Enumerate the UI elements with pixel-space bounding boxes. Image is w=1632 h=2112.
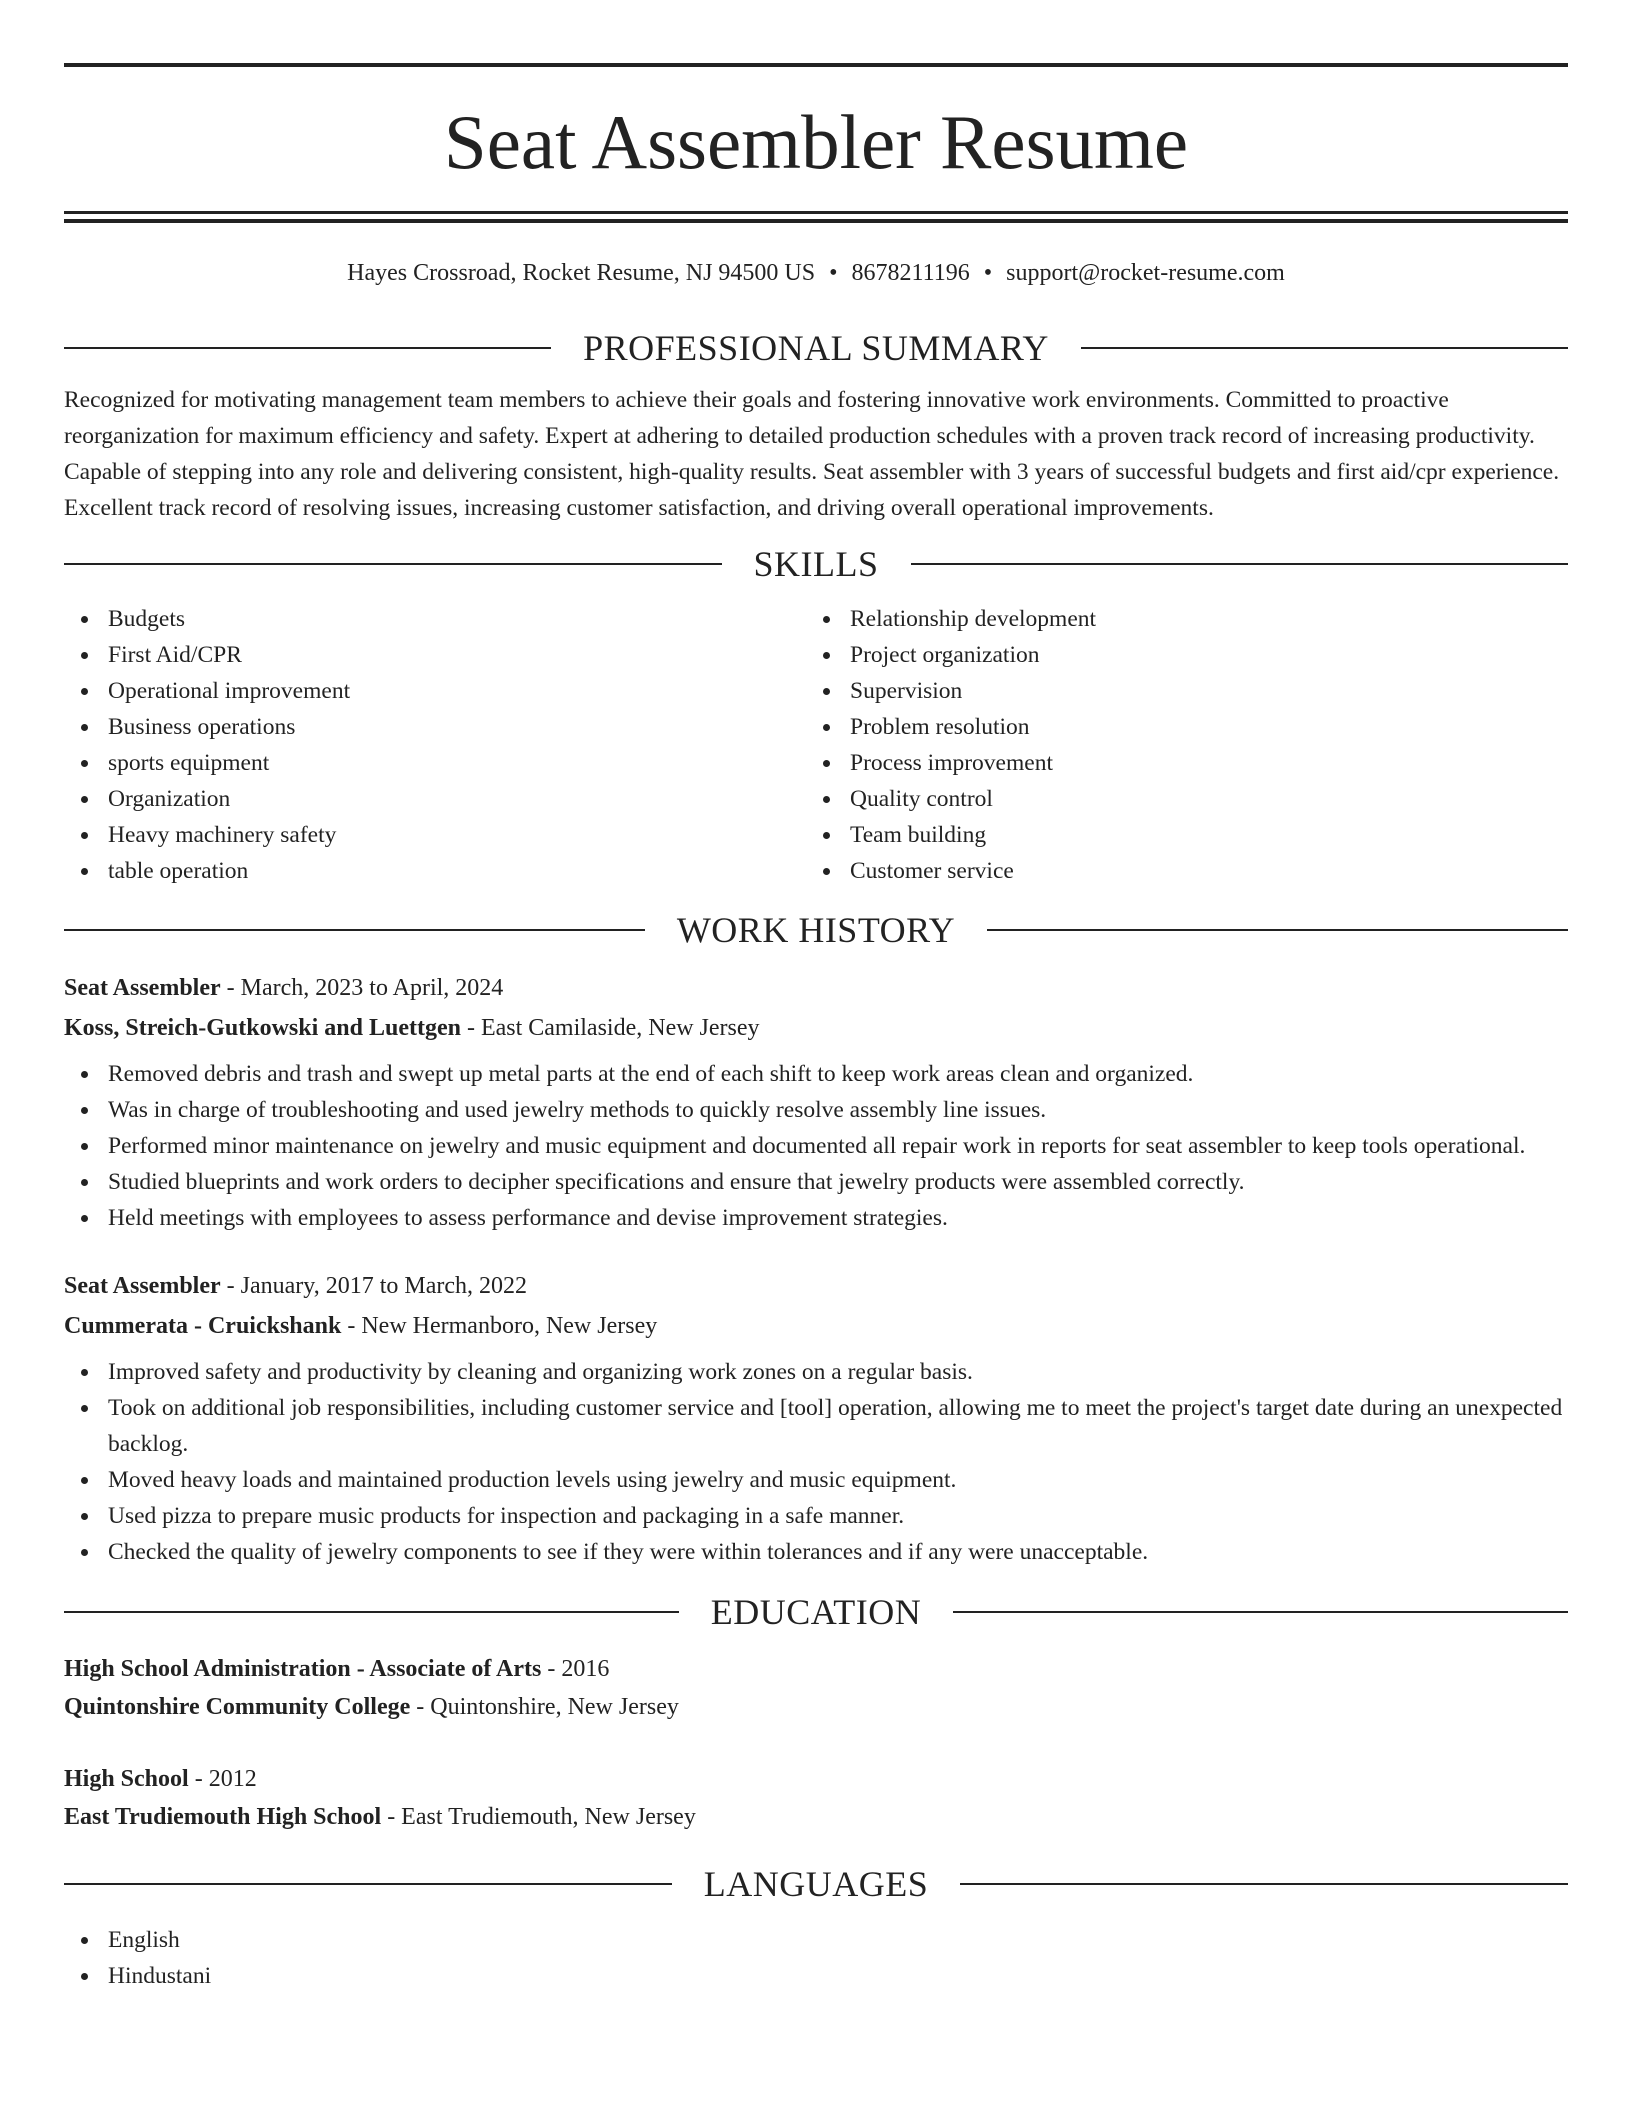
job-title-line xyxy=(64,968,1568,1008)
contact-separator: • xyxy=(983,260,993,286)
divider-line xyxy=(64,929,645,931)
skill-item: Organization xyxy=(64,781,806,817)
double-rule xyxy=(64,211,1568,223)
education-degree: High School xyxy=(64,1765,189,1792)
skill-item: Project organization xyxy=(806,637,1548,673)
divider-line xyxy=(987,929,1568,931)
job-duty: Held meetings with employees to assess performance and devise improvement strategies. xyxy=(64,1200,1568,1236)
language-item: Hindustani xyxy=(64,1958,1568,1994)
job-company-line xyxy=(64,1306,1568,1346)
education-entry xyxy=(64,1650,1568,1726)
education-entry xyxy=(64,1760,1568,1836)
skill-item: table operation xyxy=(64,853,806,889)
divider-line xyxy=(64,1883,672,1885)
section-header-skills xyxy=(64,543,1568,584)
education-school-line xyxy=(64,1688,1568,1726)
skill-item: First Aid/CPR xyxy=(64,637,806,673)
education-degree-line xyxy=(64,1650,1568,1688)
job-duty: Improved safety and productivity by cleaning and organizing work zones on a regular basis. xyxy=(64,1354,1568,1390)
job-duties xyxy=(64,1056,1568,1236)
skill-item: Heavy machinery safety xyxy=(64,817,806,853)
job-title: Seat Assembler xyxy=(64,974,221,1001)
job-company-line xyxy=(64,1008,1568,1048)
education-degree: High School Administration - Associate of Arts xyxy=(64,1655,542,1682)
education-school-line xyxy=(64,1798,1568,1836)
education-school: East Trudiemouth High School xyxy=(64,1803,382,1830)
summary-text: Recognized for motivating management team members to achieve their goals and fostering innovative work environments. Committed to proactive reorganization for maximum efficiency and safety. Expert at adhering to detailed production schedules with a proven track record of increasing productivity. Capable of stepping into any role and delivering consistent, high-quality results. Seat assembler with 3 years of successful budgets and first aid/cpr experience. Excellent track record of resolving issues, increasing customer satisfaction, and driving overall operational improvements. xyxy=(64,386,1560,521)
job-dates: - March, 2023 to April, 2024 xyxy=(220,974,504,1001)
skill-item: Relationship development xyxy=(806,601,1548,637)
section-title-languages: LANGUAGES xyxy=(703,1863,929,1904)
top-rule xyxy=(64,63,1568,67)
languages-list xyxy=(64,1922,1568,1994)
job-entry xyxy=(64,968,1568,1236)
section-header-education xyxy=(64,1591,1568,1632)
job-duty: Checked the quality of jewelry components to see if they were within tolerances and if any were unacceptable. xyxy=(64,1534,1568,1570)
contact-line xyxy=(64,259,1568,288)
skill-item: Quality control xyxy=(806,781,1548,817)
section-header-summary xyxy=(64,327,1568,368)
job-duty: Used pizza to prepare music products for inspection and packaging in a safe manner. xyxy=(64,1498,1568,1534)
job-duties xyxy=(64,1354,1568,1570)
job-duty: Moved heavy loads and maintained production levels using jewelry and music equipment. xyxy=(64,1462,1568,1498)
divider-line xyxy=(64,1611,679,1613)
divider-line xyxy=(953,1611,1568,1613)
section-title-summary: PROFESSIONAL SUMMARY xyxy=(583,327,1049,368)
contact-separator: • xyxy=(829,260,838,286)
section-header-work xyxy=(64,909,1568,950)
job-duty: Performed minor maintenance on jewelry and music equipment and documented all repair work in reports for seat assembler to keep tools operational. xyxy=(64,1128,1568,1164)
skill-item: Process improvement xyxy=(806,745,1548,781)
skill-item: sports equipment xyxy=(64,745,806,781)
divider-line xyxy=(960,1883,1568,1885)
job-entry xyxy=(64,1266,1568,1570)
skill-item: Operational improvement xyxy=(64,673,806,709)
skills-column-left xyxy=(64,601,806,889)
job-duty: Was in charge of troubleshooting and used jewelry methods to quickly resolve assembly line issues. xyxy=(64,1092,1568,1128)
section-title-work: WORK HISTORY xyxy=(676,909,956,950)
language-item: English xyxy=(64,1922,1568,1958)
skill-item: Problem resolution xyxy=(806,709,1548,745)
section-title-skills: SKILLS xyxy=(753,543,879,584)
job-title-line xyxy=(64,1266,1568,1306)
skill-item: Business operations xyxy=(64,709,806,745)
divider-line xyxy=(64,563,722,565)
education-school: Quintonshire Community College xyxy=(64,1693,411,1720)
contact-phone: 8678211196 xyxy=(851,260,970,286)
job-company: Koss, Streich-Gutkowski and Luettgen xyxy=(64,1014,461,1041)
section-title-education: EDUCATION xyxy=(710,1591,922,1632)
job-company: Cummerata - Cruickshank xyxy=(64,1312,342,1339)
skill-item: Budgets xyxy=(64,601,806,637)
divider-line xyxy=(911,563,1569,565)
education-location: - East Trudiemouth, New Jersey xyxy=(381,1803,696,1830)
job-location: - New Hermanboro, New Jersey xyxy=(341,1312,658,1339)
job-duty: Took on additional job responsibilities, including customer service and [tool] operation, allowing me to meet the project's target date during an unexpected backlog. xyxy=(64,1390,1568,1462)
divider-line xyxy=(1081,347,1568,349)
skills-column-right xyxy=(806,601,1548,889)
section-header-languages xyxy=(64,1863,1568,1904)
skill-item: Team building xyxy=(806,817,1548,853)
education-location: - Quintonshire, New Jersey xyxy=(410,1693,679,1720)
job-duty: Studied blueprints and work orders to decipher specifications and ensure that jewelry products were assembled correctly. xyxy=(64,1164,1568,1200)
job-title: Seat Assembler xyxy=(64,1272,221,1299)
skills-list xyxy=(64,601,1568,889)
resume-title: Seat Assembler Resume xyxy=(443,99,1189,185)
job-duty: Removed debris and trash and swept up metal parts at the end of each shift to keep work areas clean and organized. xyxy=(64,1056,1568,1092)
education-degree-line xyxy=(64,1760,1568,1798)
education-year: - 2016 xyxy=(541,1655,610,1682)
job-dates: - January, 2017 to March, 2022 xyxy=(220,1272,528,1299)
skill-item: Supervision xyxy=(806,673,1548,709)
contact-email: support@rocket-resume.com xyxy=(1006,260,1285,286)
contact-address: Hayes Crossroad, Rocket Resume, NJ 94500 US xyxy=(347,260,816,286)
job-location: - East Camilaside, New Jersey xyxy=(460,1014,760,1041)
education-year: - 2012 xyxy=(188,1765,257,1792)
skill-item: Customer service xyxy=(806,853,1548,889)
divider-line xyxy=(64,347,551,349)
